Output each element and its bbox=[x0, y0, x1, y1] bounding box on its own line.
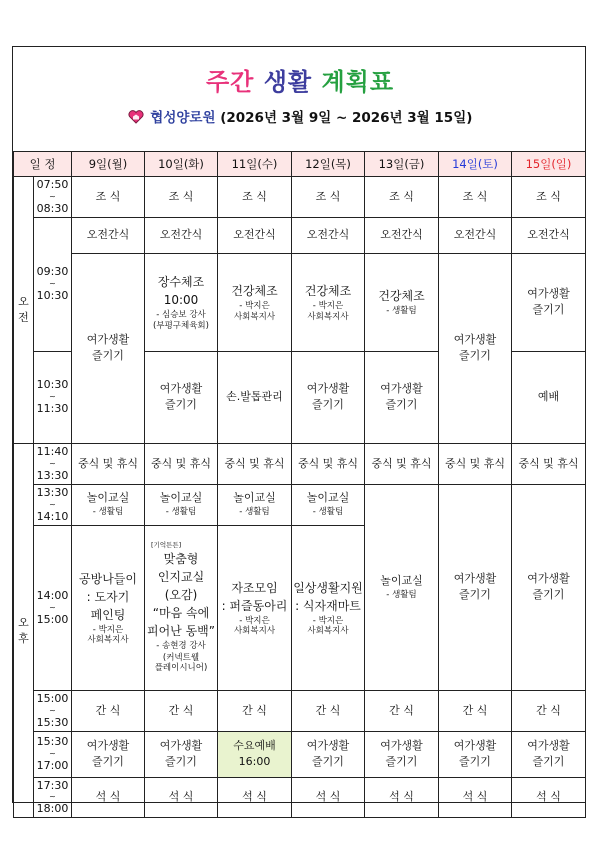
cell-craft-outing bbox=[72, 525, 145, 690]
time-end: 17:00 bbox=[36, 759, 69, 772]
cell-morning-snack: 오전간식 bbox=[365, 217, 439, 253]
cell-breakfast: 조 식 bbox=[512, 177, 586, 218]
session-am bbox=[14, 177, 34, 444]
program-title-line1: 맞춤형 bbox=[163, 551, 199, 566]
program-lecturer: - 박지은 bbox=[239, 301, 270, 312]
program-lecturer: - 생활팀 bbox=[386, 589, 417, 600]
cell-daily-life-support bbox=[292, 525, 365, 690]
program-lecturer-role: 사회복지사 bbox=[233, 626, 276, 637]
cell-leisure bbox=[72, 253, 145, 443]
cell-morning-snack: 오전간식 bbox=[218, 217, 292, 253]
time-slot bbox=[34, 777, 72, 818]
row-afternoon-snack bbox=[14, 690, 586, 731]
session-pm-char2: 후 bbox=[18, 631, 29, 645]
heart-logo-icon bbox=[128, 110, 144, 124]
time-slot bbox=[34, 351, 72, 443]
program-title-line1: 자조모임 bbox=[231, 580, 278, 595]
cell-breakfast: 조 식 bbox=[439, 177, 512, 218]
cell-morning-snack: 오전간식 bbox=[439, 217, 512, 253]
leisure-line2: 즐기기 bbox=[459, 588, 491, 602]
time-tilde: ~ bbox=[49, 792, 56, 802]
cell-playroom bbox=[218, 484, 292, 525]
program-tag: [기억튼튼] bbox=[151, 541, 182, 550]
leisure-line2: 즐기기 bbox=[459, 755, 491, 768]
time-start: 07:50 bbox=[36, 178, 69, 191]
cell-snack: 간 식 bbox=[439, 690, 512, 731]
period: (2026년 3월 9일 ~ 2026년 3월 15일) bbox=[220, 110, 473, 126]
program-title-line2: : 퍼즐동아리 bbox=[221, 598, 288, 613]
cell-morning-snack: 오전간식 bbox=[512, 217, 586, 253]
leisure-line1: 여가생활 bbox=[380, 739, 423, 753]
header-schedule: 일 정 bbox=[14, 152, 72, 177]
leisure-line1: 여가생활 bbox=[86, 333, 130, 347]
program-lecturer-role: 사회복지사 bbox=[307, 312, 349, 323]
cell-leisure bbox=[145, 351, 218, 443]
row-lunch bbox=[14, 443, 586, 484]
session-pm-char1: 오 bbox=[18, 615, 29, 629]
header-row bbox=[14, 152, 586, 177]
cell-leisure bbox=[512, 731, 586, 777]
org-name: 협성양로원 bbox=[150, 110, 216, 126]
cell-playroom bbox=[365, 484, 439, 690]
cell-playroom bbox=[72, 484, 145, 525]
program-title-line3: 페인팅 bbox=[90, 607, 126, 622]
time-start: 09:30 bbox=[36, 265, 69, 279]
cell-dinner: 석 식 bbox=[365, 777, 439, 818]
header-wed: 11일(수) bbox=[218, 152, 292, 177]
cell-snack: 간 식 bbox=[218, 690, 292, 731]
session-am-char1: 오 bbox=[18, 295, 29, 308]
leisure-line1: 여가생활 bbox=[306, 382, 350, 396]
time-end: 18:00 bbox=[36, 802, 69, 816]
program-title-line2: : 도자기 bbox=[86, 589, 130, 604]
cell-snack: 간 식 bbox=[292, 690, 365, 731]
cell-snack: 간 식 bbox=[365, 690, 439, 731]
cell-breakfast: 조 식 bbox=[218, 177, 292, 218]
header-tue: 10일(화) bbox=[145, 152, 218, 177]
leisure-line1: 여가생활 bbox=[527, 287, 570, 301]
cell-lunch: 중식 및 휴식 bbox=[512, 443, 586, 484]
time-end: 15:00 bbox=[36, 612, 69, 626]
program-lecturer: - 박지은 bbox=[239, 615, 270, 626]
leisure-line2: 즐기기 bbox=[92, 755, 124, 768]
cell-leisure bbox=[365, 351, 439, 443]
program-lecturer-role: 사회복지사 bbox=[307, 626, 349, 637]
program-lecturer: - 생활팀 bbox=[165, 507, 197, 518]
time-tilde: ~ bbox=[49, 749, 56, 758]
cell-lunch: 중식 및 휴식 bbox=[72, 443, 145, 484]
program-title: 놀이교실 bbox=[306, 491, 350, 505]
program-title-line4: “마음 속에 bbox=[152, 605, 210, 620]
program-title: 놀이교실 bbox=[159, 491, 203, 505]
cell-dinner: 석 식 bbox=[512, 777, 586, 818]
program-lecturer-role: 사회복지사 bbox=[87, 635, 129, 646]
time-start: 11:40 bbox=[36, 444, 69, 458]
cell-cognitive-class bbox=[145, 525, 218, 690]
row-dinner bbox=[14, 777, 586, 818]
cell-breakfast: 조 식 bbox=[145, 177, 218, 218]
leisure-line2: 즐기기 bbox=[532, 303, 565, 317]
cell-handfoot-care: 손.발톱관리 bbox=[218, 351, 292, 443]
program-title-line1: 공방나들이 bbox=[79, 571, 137, 586]
program-title: 건강체조 bbox=[304, 284, 352, 299]
program-lecturer: - 생활팀 bbox=[92, 507, 124, 518]
schedule-table bbox=[13, 151, 586, 818]
cell-longevity-exercise bbox=[145, 253, 218, 351]
cell-selfhelp-group bbox=[218, 525, 292, 690]
program-title: 장수체조 bbox=[157, 275, 205, 290]
program-title: 건강체조 bbox=[231, 284, 278, 299]
cell-lunch: 중식 및 휴식 bbox=[365, 443, 439, 484]
time-tilde: ~ bbox=[49, 499, 56, 509]
program-title-line1: 일상생활지원 bbox=[293, 580, 363, 595]
leisure-line2: 즐기기 bbox=[385, 755, 418, 768]
leisure-line2: 즐기기 bbox=[532, 755, 565, 768]
time-start: 15:30 bbox=[36, 735, 69, 749]
leisure-line2: 즐기기 bbox=[459, 349, 491, 363]
time-tilde: ~ bbox=[49, 602, 56, 612]
time-slot bbox=[34, 484, 72, 525]
program-title: 건강체조 bbox=[378, 289, 425, 303]
cell-breakfast: 조 식 bbox=[365, 177, 439, 218]
leisure-line2: 즐기기 bbox=[165, 755, 197, 768]
time-end: 14:10 bbox=[36, 509, 69, 523]
cell-playroom bbox=[145, 484, 218, 525]
program-lecturer-role: 사회복지사 bbox=[233, 312, 276, 323]
program-lecturer: - 박지은 bbox=[92, 624, 124, 635]
program-title-line3: (오감) bbox=[164, 587, 198, 602]
cell-leisure bbox=[145, 731, 218, 777]
program-title: 놀이교실 bbox=[380, 573, 423, 587]
leisure-line1: 여가생활 bbox=[306, 739, 350, 753]
row-breakfast bbox=[14, 177, 586, 218]
title-word-life: 생활 bbox=[263, 68, 313, 96]
program-title-line5: 피어난 동백” bbox=[147, 623, 215, 638]
time-tilde: ~ bbox=[49, 458, 56, 468]
time-start: 17:30 bbox=[36, 778, 69, 792]
cell-health-exercise bbox=[218, 253, 292, 351]
session-pm bbox=[14, 443, 34, 818]
leisure-line1: 여가생활 bbox=[453, 572, 497, 586]
header-sun: 15일(일) bbox=[512, 152, 586, 177]
program-time: 10:00 bbox=[163, 293, 199, 308]
cell-dinner: 석 식 bbox=[72, 777, 145, 818]
leisure-line1: 여가생활 bbox=[527, 572, 570, 586]
cell-leisure bbox=[439, 253, 512, 443]
leisure-line2: 즐기기 bbox=[92, 349, 124, 363]
program-title-line2: 인지교실 bbox=[157, 569, 205, 584]
cell-leisure bbox=[365, 731, 439, 777]
title-word-plan: 계획표 bbox=[321, 68, 395, 96]
cell-health-exercise bbox=[292, 253, 365, 351]
leisure-line2: 즐기기 bbox=[165, 398, 197, 412]
program-lecturer: - 생활팀 bbox=[386, 306, 417, 316]
subtitle bbox=[0, 106, 600, 126]
row-morning-snack bbox=[14, 217, 586, 253]
leisure-line1: 여가생활 bbox=[86, 739, 130, 753]
cell-dinner: 석 식 bbox=[439, 777, 512, 818]
leisure-line2: 즐기기 bbox=[312, 755, 344, 768]
cell-lunch: 중식 및 휴식 bbox=[218, 443, 292, 484]
time-tilde: ~ bbox=[49, 705, 56, 715]
leisure-line2: 즐기기 bbox=[312, 398, 344, 412]
program-title-line2: : 식자재마트 bbox=[295, 598, 361, 613]
header-thu: 12일(목) bbox=[292, 152, 365, 177]
leisure-line2: 즐기기 bbox=[385, 398, 418, 412]
leisure-line1: 여가생활 bbox=[453, 739, 497, 753]
row-morning-program bbox=[14, 253, 586, 351]
cell-dinner: 석 식 bbox=[145, 777, 218, 818]
cell-breakfast: 조 식 bbox=[292, 177, 365, 218]
time-slot bbox=[34, 731, 72, 777]
cell-lunch: 중식 및 휴식 bbox=[145, 443, 218, 484]
cell-snack: 간 식 bbox=[145, 690, 218, 731]
cell-leisure bbox=[72, 731, 145, 777]
time-slot bbox=[34, 525, 72, 690]
cell-breakfast: 조 식 bbox=[72, 177, 145, 218]
leisure-line1: 여가생활 bbox=[527, 739, 570, 753]
cell-leisure bbox=[439, 484, 512, 690]
time-slot bbox=[34, 177, 72, 218]
time-start: 14:00 bbox=[36, 588, 69, 602]
cell-morning-snack: 오전간식 bbox=[72, 217, 145, 253]
row-playroom bbox=[14, 484, 586, 525]
cell-worship: 예배 bbox=[512, 351, 586, 443]
cell-lunch: 중식 및 휴식 bbox=[292, 443, 365, 484]
program-lecturer: - 생활팀 bbox=[239, 507, 270, 518]
leisure-line1: 여가생활 bbox=[453, 333, 497, 347]
row-late-afternoon bbox=[14, 731, 586, 777]
cell-dinner: 석 식 bbox=[218, 777, 292, 818]
program-title: 놀이교실 bbox=[86, 491, 130, 505]
program-lecturer: - 생활팀 bbox=[312, 507, 344, 518]
program-title: 놀이교실 bbox=[233, 491, 276, 505]
program-lecturer: - 송현경 강사 bbox=[156, 640, 206, 651]
worship-title: 수요예배 bbox=[233, 739, 276, 753]
cell-leisure bbox=[292, 351, 365, 443]
program-lecturer: - 박지은 bbox=[312, 301, 344, 312]
leisure-line1: 여가생활 bbox=[380, 382, 423, 396]
time-tilde: ~ bbox=[49, 279, 56, 289]
header-sat: 14일(토) bbox=[439, 152, 512, 177]
cell-lunch: 중식 및 휴식 bbox=[439, 443, 512, 484]
cell-leisure bbox=[439, 731, 512, 777]
time-start: 10:30 bbox=[36, 378, 69, 392]
page-title bbox=[0, 62, 600, 97]
cell-snack: 간 식 bbox=[512, 690, 586, 731]
cell-morning-snack: 오전간식 bbox=[145, 217, 218, 253]
program-org: (부평구체육회) bbox=[153, 321, 209, 332]
time-slot bbox=[34, 690, 72, 731]
time-end: 08:30 bbox=[36, 201, 69, 215]
cell-playroom bbox=[292, 484, 365, 525]
header-mon: 9일(월) bbox=[72, 152, 145, 177]
time-tilde: ~ bbox=[49, 191, 56, 201]
worship-time: 16:00 bbox=[238, 755, 271, 768]
cell-wednesday-worship bbox=[218, 731, 292, 777]
cell-dinner: 석 식 bbox=[292, 777, 365, 818]
cell-morning-snack: 오전간식 bbox=[292, 217, 365, 253]
header-fri: 13일(금) bbox=[365, 152, 439, 177]
time-end: 13:30 bbox=[36, 468, 69, 482]
cell-snack: 간 식 bbox=[72, 690, 145, 731]
program-lecturer: - 박지은 bbox=[312, 615, 344, 626]
time-slot bbox=[34, 443, 72, 484]
cell-leisure bbox=[512, 253, 586, 351]
leisure-line1: 여가생활 bbox=[159, 382, 203, 396]
program-lecturer: - 심승보 강사 bbox=[156, 310, 206, 321]
cell-leisure bbox=[512, 484, 586, 690]
title-word-weekly: 주간 bbox=[205, 68, 255, 96]
leisure-line2: 즐기기 bbox=[532, 588, 565, 602]
time-end: 11:30 bbox=[36, 402, 69, 416]
time-slot bbox=[34, 217, 72, 351]
time-start: 13:30 bbox=[36, 485, 69, 499]
cell-leisure bbox=[292, 731, 365, 777]
time-start: 15:00 bbox=[36, 691, 69, 705]
cell-health-exercise bbox=[365, 253, 439, 351]
leisure-line1: 여가생활 bbox=[159, 739, 203, 753]
program-lecturer-org2: 플레이시니어) bbox=[154, 662, 208, 673]
time-tilde: ~ bbox=[49, 392, 56, 402]
session-am-char2: 전 bbox=[18, 310, 29, 324]
program-lecturer-org: (커넥트웰 bbox=[162, 652, 200, 663]
time-end: 10:30 bbox=[36, 289, 69, 303]
time-end: 15:30 bbox=[36, 715, 69, 729]
